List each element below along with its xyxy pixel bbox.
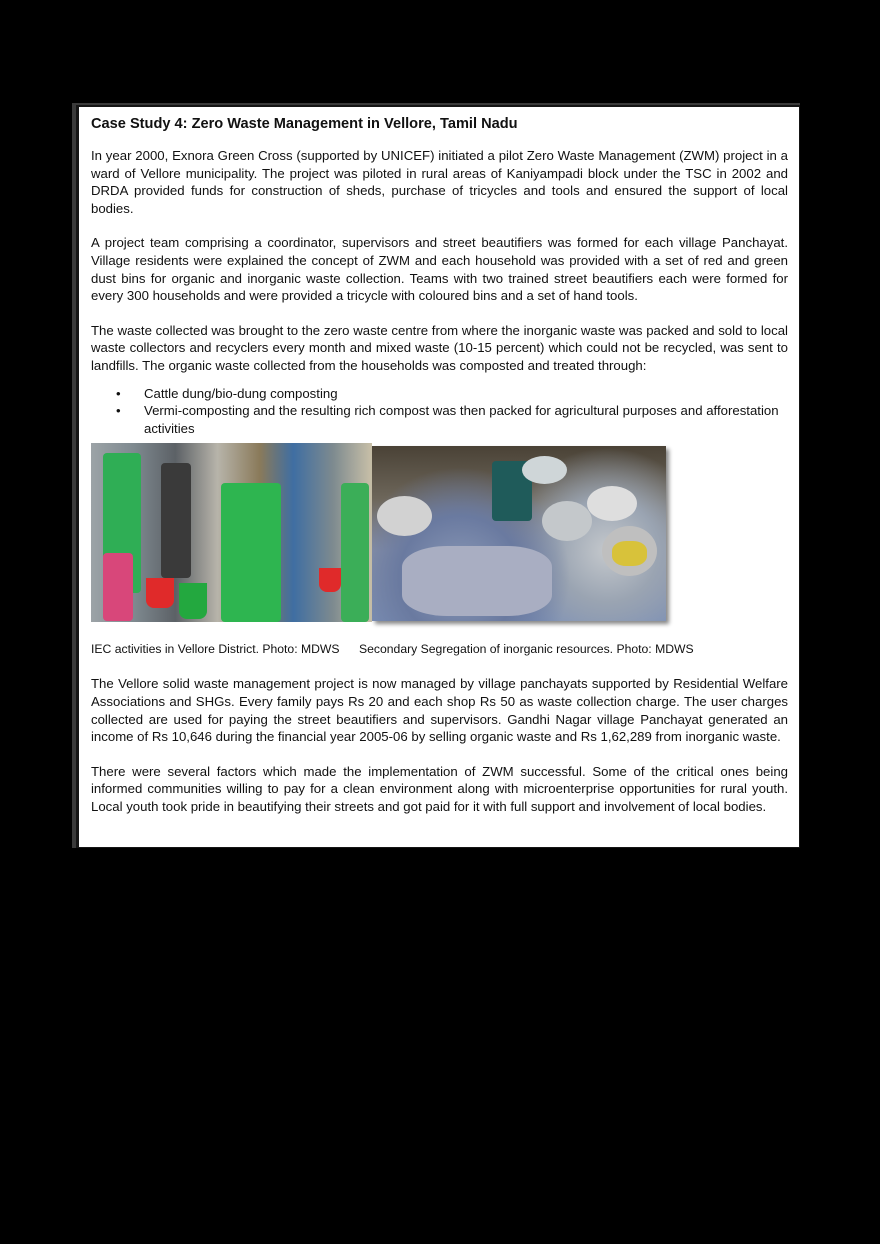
photo-caption-iec: IEC activities in Vellore District. Photo: MDWS xyxy=(91,642,340,657)
photo-caption-segregation: Secondary Segregation of inorganic resources. Photo: MDWS xyxy=(359,642,694,657)
treatment-list xyxy=(91,385,788,438)
case-study-content xyxy=(91,115,788,832)
case-study-box xyxy=(79,107,799,847)
paragraph-success-factors: There were several factors which made the implementation of ZWM successful. Some of the critical ones being informed communities willing to pay for a clean environment along with microenterprise opportunities for rural youth. Local youth took pride in beautifying their streets and got paid for it with full support and involvement of local bodies. xyxy=(91,763,788,814)
photo-segregation xyxy=(372,446,666,621)
photo-row xyxy=(91,443,788,623)
paragraph-project-team: A project team comprising a coordinator, supervisors and street beautifiers was formed for each village Panchayat. Village residents were explained the concept of ZWM and each household was provided with a set of red and green dust bins for organic and inorganic waste collection. Teams with two trained street beautifiers each were formed for every 300 households and were provided a tricycle with coloured bins and a set of hand tools. xyxy=(91,235,788,304)
photo-iec-activities xyxy=(91,443,372,622)
list-item: • Cattle dung/bio-dung composting xyxy=(144,385,788,403)
photo-captions xyxy=(91,641,788,659)
paragraph-intro: In year 2000, Exnora Green Cross (supported by UNICEF) initiated a pilot Zero Waste Management (ZWM) project in a ward of Vellore municipality. The project was piloted in rural areas of Kaniyampadi block under the TSC in 2002 and DRDA provided funds for construction of sheds, purchase of tricycles and tools and ensured the support of local bodies. xyxy=(91,148,788,216)
case-study-title: Case Study 4: Zero Waste Management in Vellore, Tamil Nadu xyxy=(91,116,518,132)
list-item: • Vermi-composting and the resulting rich compost was then packed for agricultural purposes and afforestation activities xyxy=(144,402,788,437)
paragraph-waste-collection: The waste collected was brought to the zero waste centre from where the inorganic waste was packed and sold to local waste collectors and recyclers every month and mixed waste (10-15 percent) which could not be recycled, was sent to landfills. The organic waste collected from the households was composted and treated through: xyxy=(91,322,788,373)
paragraph-management: The Vellore solid waste management project is now managed by village panchayats supported by Residential Welfare Associations and SHGs. Every family pays Rs 20 and each shop Rs 50 as waste collection charge. The user charges collected are used for paying the street beautifiers and supervisors. Gandhi Nagar village Panchayat generated an income of Rs 10,646 during the financial year 2005-06 by selling organic waste and Rs 1,62,289 from inorganic waste. xyxy=(91,676,788,745)
